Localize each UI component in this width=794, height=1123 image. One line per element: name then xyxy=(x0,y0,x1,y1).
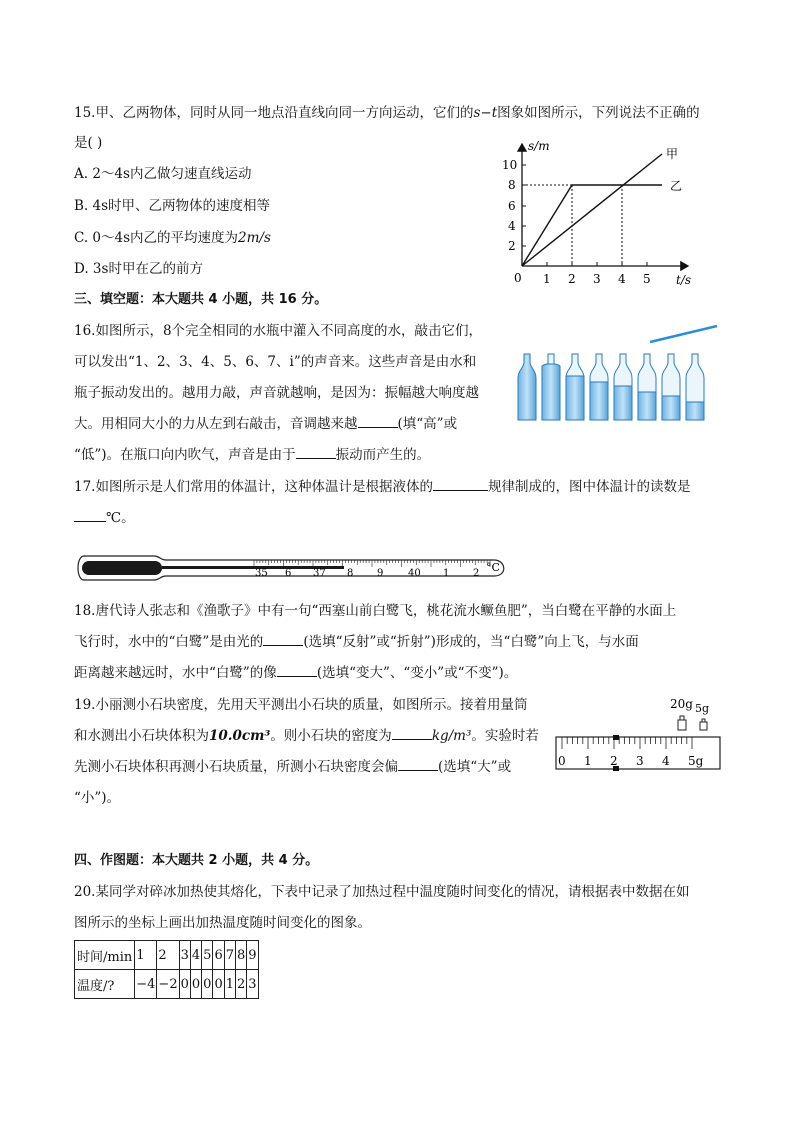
scale-label: 0 xyxy=(558,754,566,768)
answer-blank[interactable] xyxy=(398,758,438,771)
q15-option-a: A. 2～4s内乙做匀速直线运动 xyxy=(74,166,252,182)
table-cell: 3 xyxy=(247,970,258,999)
x-tick-label: 4 xyxy=(618,272,626,286)
q19-line2: 和水测出小石块体积为10.0cm³。则小石块的密度为 kg/m³。实验时若 xyxy=(74,728,539,744)
scale-label: 9 xyxy=(377,568,384,579)
data-table xyxy=(74,940,259,999)
table-cell: 2 xyxy=(157,941,179,970)
section-3-heading: 三、填空题：本大题共 4 小题，共 16 分。 xyxy=(74,292,328,307)
bottle xyxy=(614,354,632,420)
q17-line2: ℃。 xyxy=(74,509,135,527)
balance-figure xyxy=(552,694,724,776)
scale-label: 4 xyxy=(662,754,670,768)
scale-label: 3 xyxy=(636,754,644,768)
rider-top xyxy=(613,735,619,740)
unit-label: °C xyxy=(486,561,500,574)
q17-line1: 17.如图所示是人们常用的体温计，这种体温计是根据液体的 规律制成的，图中体温计的读数是 xyxy=(74,479,691,495)
table-cell: 0 xyxy=(179,970,190,999)
weight-5g-icon xyxy=(700,719,707,730)
scale-label: 5g xyxy=(688,754,704,768)
table-cell: 2 xyxy=(236,970,247,999)
q15-option-c: C. 0～4s内乙的平均速度为2m/s xyxy=(74,230,271,246)
q16-line4: 大。用相同大小的力从左到右敲击，音调越来越 (填“高”或 xyxy=(74,416,458,432)
thermometer-bulb xyxy=(82,561,162,575)
q18-line3: 距离越来越远时，水中“白鹭”的像 (选填“变大”、“变小”或“不变”)。 xyxy=(74,665,518,681)
table-cell: −2 xyxy=(157,970,179,999)
scale-label: 35 xyxy=(255,568,268,579)
scale-label: 8 xyxy=(347,568,354,579)
weight-20g-icon xyxy=(678,716,686,730)
q15-option-b: B. 4s时甲、乙两物体的速度相等 xyxy=(74,198,271,214)
q18-line1: 18.唐代诗人张志和《渔歌子》中有一句“西塞山前白鹭飞，桃花流水鳜鱼肥”，当白鹭在平静的水面上 xyxy=(74,603,677,619)
table-cell: 0 xyxy=(202,970,213,999)
q18-line2: 飞行时，水中的“白鹭”是由光的 (选填“反射”或“折射”)形成的，当“白鹭”向上飞，与水面 xyxy=(74,634,639,650)
q16-line3: 瓶子振动发出的。越用力敲，声音就越响，是因为：振幅越大响度越 xyxy=(74,385,479,401)
y-tick-label: 2 xyxy=(508,239,516,253)
label-jia: 甲 xyxy=(666,147,679,161)
q19-line1: 19.小丽测小石块密度，先用天平测出小石块的质量，如图所示。接着用量筒 xyxy=(74,697,528,713)
row-header: 温度/? xyxy=(75,970,135,999)
label-yi: 乙 xyxy=(670,179,683,193)
bottle xyxy=(518,354,536,420)
x-tick-label: 1 xyxy=(543,272,551,286)
table-cell: −4 xyxy=(135,970,157,999)
table-cell: 0 xyxy=(213,970,224,999)
table-cell: 9 xyxy=(247,941,258,970)
q19-line4: “小”)。 xyxy=(74,790,121,806)
table-cell: 0 xyxy=(190,970,201,999)
y-axis-label: s/m xyxy=(528,139,550,153)
scale-label: 6 xyxy=(285,568,292,579)
x-axis-label: t/s xyxy=(676,273,692,287)
bottle xyxy=(590,354,608,420)
q15-stem-line1: 15.甲、乙两物体，同时从同一地点沿直线向同一方向运动，它们的s−t图象如图所示，下列说法不正确的 xyxy=(74,105,700,121)
bottle-row xyxy=(518,354,704,420)
q20-line1: 20.某同学对碎冰加热使其熔化，下表中记录了加热过程中温度随时间变化的情况，请根据表中数据在如 xyxy=(74,884,690,900)
x-tick-label: 5 xyxy=(643,272,651,286)
scale-label: 2 xyxy=(610,754,618,768)
y-tick-label: 4 xyxy=(508,219,516,233)
bottle xyxy=(638,354,656,420)
table-cell: 4 xyxy=(190,941,201,970)
q15-option-d: D. 3s时甲在乙的前方 xyxy=(74,261,203,277)
section-4-heading: 四、作图题：本大题共 2 小题，共 4 分。 xyxy=(74,853,319,868)
answer-blank[interactable] xyxy=(433,478,488,491)
y-tick-label: 8 xyxy=(508,178,516,192)
answer-blank[interactable] xyxy=(263,633,303,646)
line-yi xyxy=(522,185,662,266)
table-cell: 1 xyxy=(224,970,235,999)
water-bottles-figure xyxy=(512,322,722,424)
table-row xyxy=(75,941,259,970)
line-jia xyxy=(522,154,662,266)
scale-label: 1 xyxy=(584,754,592,768)
table-cell: 6 xyxy=(213,941,224,970)
answer-blank[interactable] xyxy=(392,727,432,740)
bottle xyxy=(566,354,584,420)
origin-label: 0 xyxy=(514,271,522,285)
scale-label: 40 xyxy=(408,568,421,579)
table-row xyxy=(75,970,259,999)
weight-label-5g: 5g xyxy=(695,702,710,715)
answer-blank[interactable] xyxy=(277,664,317,677)
scale-label: 37 xyxy=(313,568,326,579)
y-tick-label: 10 xyxy=(502,158,518,172)
q15-stem-line2: 是( ) xyxy=(74,135,103,151)
clinical-thermometer xyxy=(74,546,514,586)
q16-line5: “低”)。在瓶口向内吹气，声音是由于 振动而产生的。 xyxy=(74,447,431,463)
bottle xyxy=(662,354,680,420)
scale-label: 2 xyxy=(473,568,480,579)
st-graph xyxy=(498,138,708,298)
q19-line3: 先测小石块体积再测小石块质量，所测小石块密度会偏 (选填“大”或 xyxy=(74,759,512,775)
bottle xyxy=(542,354,560,420)
q16-line2: 可以发出“1、2、3、4、5、6、7、i”的声音来。这些声音是由水和 xyxy=(74,354,477,370)
q16-line1: 16.如图所示，8个完全相同的水瓶中灌入不同高度的水，敲击它们， xyxy=(74,323,483,339)
table-cell: 7 xyxy=(224,941,235,970)
striker-stick xyxy=(650,326,717,342)
table-cell: 8 xyxy=(236,941,247,970)
answer-blank[interactable] xyxy=(358,415,398,428)
bottle xyxy=(686,354,704,420)
answer-blank[interactable] xyxy=(74,509,106,522)
table-cell: 3 xyxy=(179,941,190,970)
answer-blank[interactable] xyxy=(296,446,336,459)
x-tick-label: 3 xyxy=(593,272,601,286)
y-tick-label: 6 xyxy=(508,199,516,213)
row-header: 时间/min xyxy=(75,941,135,970)
scale-label: 1 xyxy=(443,568,450,579)
weight-label-20g: 20g xyxy=(670,697,693,711)
table-cell: 5 xyxy=(202,941,213,970)
st-variable: s−t xyxy=(473,105,498,121)
q20-line2: 图所示的坐标上画出加热温度随时间变化的图象。 xyxy=(74,915,371,931)
table-cell: 1 xyxy=(135,941,157,970)
x-tick-label: 2 xyxy=(568,272,576,286)
